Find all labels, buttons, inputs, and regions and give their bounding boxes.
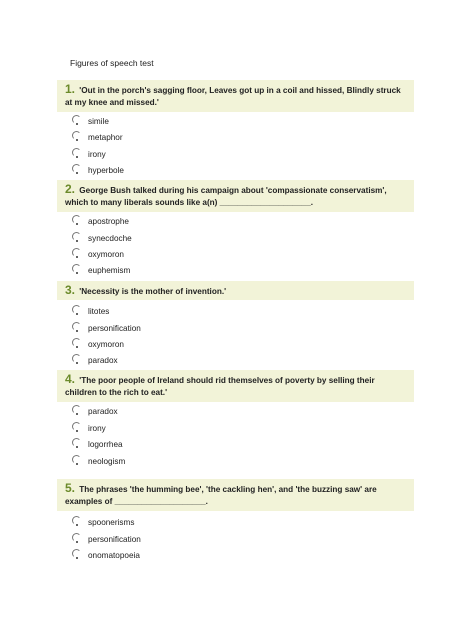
- radio-button[interactable]: [72, 533, 82, 545]
- option-synecdoche[interactable]: [72, 230, 132, 246]
- question-3: [57, 281, 414, 300]
- option-oxymoron[interactable]: [72, 246, 124, 262]
- option-spoonerisms[interactable]: [72, 514, 134, 530]
- option-logorrhea[interactable]: [72, 436, 123, 452]
- option-label: litotes: [88, 306, 110, 316]
- option-label: simile: [88, 116, 109, 126]
- radio-button[interactable]: [72, 354, 82, 366]
- page-title: Figures of speech test: [70, 58, 154, 68]
- option-personification[interactable]: [72, 531, 141, 547]
- question-4: [57, 370, 414, 402]
- option-irony[interactable]: [72, 146, 106, 162]
- question-text: 'Out in the porch's sagging floor, Leaves got up in a coil and hissed, Blindly struck at my knee and missed.': [65, 86, 401, 107]
- option-label: neologism: [88, 456, 126, 466]
- question-text: 'The poor people of Ireland should rid themselves of poverty by selling their children to the rich to eat.': [65, 376, 375, 397]
- question-2: [57, 180, 414, 212]
- radio-button[interactable]: [72, 232, 82, 244]
- option-label: logorrhea: [88, 439, 123, 449]
- question-1: [57, 80, 414, 112]
- option-label: personification: [88, 534, 141, 544]
- question-number: 2.: [65, 182, 76, 196]
- option-label: paradox: [88, 406, 118, 416]
- option-personification[interactable]: [72, 320, 141, 336]
- radio-button[interactable]: [72, 115, 82, 127]
- option-label: oxymoron: [88, 339, 124, 349]
- radio-button[interactable]: [72, 516, 82, 528]
- question-number: 4.: [65, 372, 76, 386]
- question-text: The phrases 'the humming bee', 'the cackling hen', and 'the buzzing saw' are examples of ____________________.: [65, 485, 377, 506]
- question-text: George Bush talked during his campaign about 'compassionate conservatism', which to many liberals sounds like a(n) ____________________.: [65, 186, 387, 207]
- radio-button[interactable]: [72, 248, 82, 260]
- radio-button[interactable]: [72, 164, 82, 176]
- option-label: hyperbole: [88, 165, 124, 175]
- option-label: onomatopoeia: [88, 550, 140, 560]
- option-metaphor[interactable]: [72, 129, 123, 145]
- option-paradox[interactable]: [72, 352, 118, 368]
- option-label: apostrophe: [88, 216, 129, 226]
- option-neologism[interactable]: [72, 453, 125, 469]
- option-label: euphemism: [88, 265, 131, 275]
- option-euphemism[interactable]: [72, 262, 130, 278]
- option-oxymoron[interactable]: [72, 336, 124, 352]
- radio-button[interactable]: [72, 422, 82, 434]
- option-apostrophe[interactable]: [72, 213, 129, 229]
- question-number: 1.: [65, 82, 76, 96]
- option-hyperbole[interactable]: [72, 162, 124, 178]
- option-simile[interactable]: [72, 113, 109, 129]
- radio-button[interactable]: [72, 549, 82, 561]
- radio-button[interactable]: [72, 455, 82, 467]
- radio-button[interactable]: [72, 215, 82, 227]
- radio-button[interactable]: [72, 148, 82, 160]
- option-label: personification: [88, 323, 141, 333]
- question-text: 'Necessity is the mother of invention.': [79, 287, 227, 296]
- question-number: 5.: [65, 481, 76, 495]
- question-number: 3.: [65, 283, 76, 297]
- option-label: paradox: [88, 355, 118, 365]
- radio-button[interactable]: [72, 264, 82, 276]
- option-onomatopoeia[interactable]: [72, 547, 140, 563]
- question-5: [57, 479, 414, 511]
- radio-button[interactable]: [72, 438, 82, 450]
- option-paradox[interactable]: [72, 403, 118, 419]
- option-litotes[interactable]: [72, 303, 109, 319]
- option-label: synecdoche: [88, 233, 132, 243]
- option-label: spoonerisms: [88, 517, 135, 527]
- radio-button[interactable]: [72, 405, 82, 417]
- radio-button[interactable]: [72, 338, 82, 350]
- option-label: metaphor: [88, 132, 123, 142]
- option-irony[interactable]: [72, 420, 106, 436]
- radio-button[interactable]: [72, 322, 82, 334]
- option-label: oxymoron: [88, 249, 124, 259]
- radio-button[interactable]: [72, 305, 82, 317]
- radio-button[interactable]: [72, 131, 82, 143]
- option-label: irony: [88, 149, 106, 159]
- option-label: irony: [88, 423, 106, 433]
